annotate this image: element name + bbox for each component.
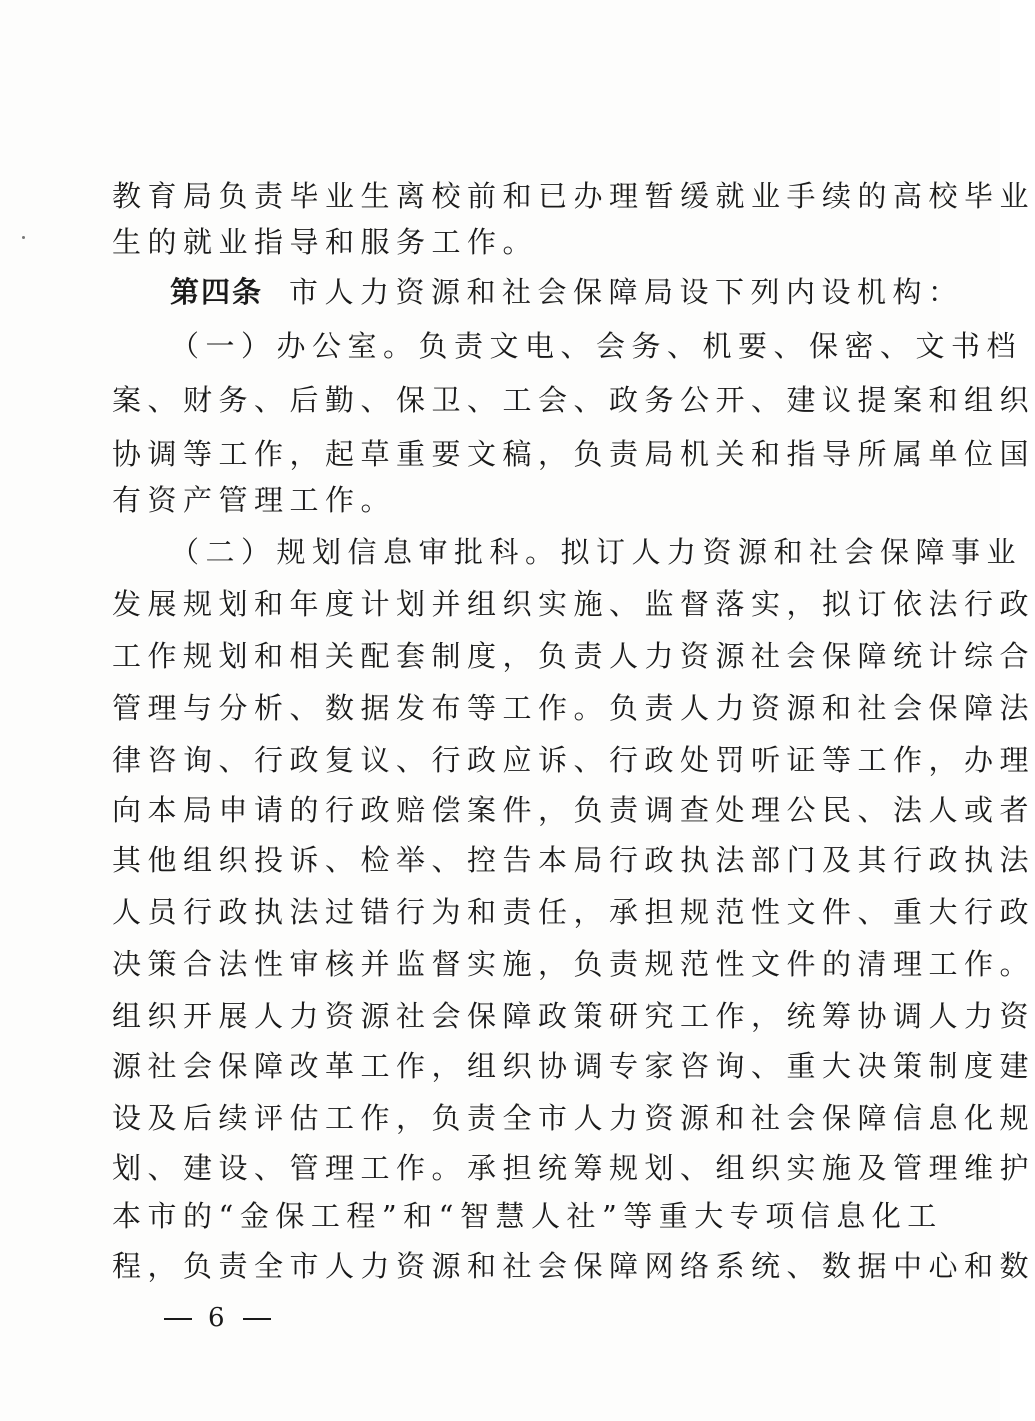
scan-speck [22, 236, 25, 239]
article-heading: 第四条 [170, 275, 264, 309]
dash-left [164, 1318, 192, 1320]
paragraph-line: 管理与分析、数据发布等工作。负责人力资源和社会保障法 [112, 691, 1035, 725]
paragraph-line: 律咨询、行政复议、行政应诉、行政处罚听证等工作，办理 [112, 743, 1035, 777]
paragraph-line: 案、财务、后勤、保卫、工会、政务公开、建议提案和组织 [112, 383, 1035, 417]
paragraph-line: 本市的“金保工程”和“智慧人社”等重大专项信息化工 [112, 1199, 943, 1233]
paragraph-line: （一）办公室。负责文电、会务、机要、保密、文书档 [170, 329, 1023, 363]
paragraph-line: 教育局负责毕业生离校前和已办理暂缓就业手续的高校毕业 [112, 179, 1035, 213]
paragraph-line: 程，负责全市人力资源和社会保障网络系统、数据中心和数 [112, 1249, 1035, 1283]
article-line [170, 272, 964, 312]
paragraph-line: （二）规划信息审批科。拟订人力资源和社会保障事业 [170, 535, 1023, 569]
paragraph-line: 组织开展人力资源社会保障政策研究工作，统筹协调人力资 [112, 999, 1035, 1033]
paragraph-line: 有资产管理工作。 [112, 483, 397, 517]
paragraph-line: 生的就业指导和服务工作。 [112, 225, 539, 259]
paragraph-line: 设及后续评估工作，负责全市人力资源和社会保障信息化规 [112, 1101, 1035, 1135]
paragraph-line: 决策合法性审核并监督实施，负责规范性文件的清理工作。 [112, 947, 1035, 981]
paragraph-line: 发展规划和年度计划并组织实施、监督落实，拟订依法行政 [112, 587, 1035, 621]
paragraph-line: 源社会保障改革工作，组织协调专家咨询、重大决策制度建 [112, 1049, 1035, 1083]
paragraph-line: 协调等工作，起草重要文稿，负责局机关和指导所属单位国 [112, 437, 1035, 471]
dash-right [243, 1318, 271, 1320]
paragraph-line: 向本局申请的行政赔偿案件，负责调查处理公民、法人或者 [112, 793, 1035, 827]
article-text: 市人力资源和社会保障局设下列内设机构： [289, 275, 964, 309]
paragraph-line: 划、建设、管理工作。承担统筹规划、组织实施及管理维护 [112, 1151, 1035, 1185]
paragraph-line: 人员行政执法过错行为和责任，承担规范性文件、重大行政 [112, 895, 1035, 929]
paragraph-line: 工作规划和相关配套制度，负责人力资源社会保障统计综合 [112, 639, 1035, 673]
paragraph-line: 其他组织投诉、检举、控告本局行政执法部门及其行政执法 [112, 843, 1035, 877]
page-number-value: 6 [208, 1303, 227, 1333]
page-number [148, 1298, 287, 1338]
